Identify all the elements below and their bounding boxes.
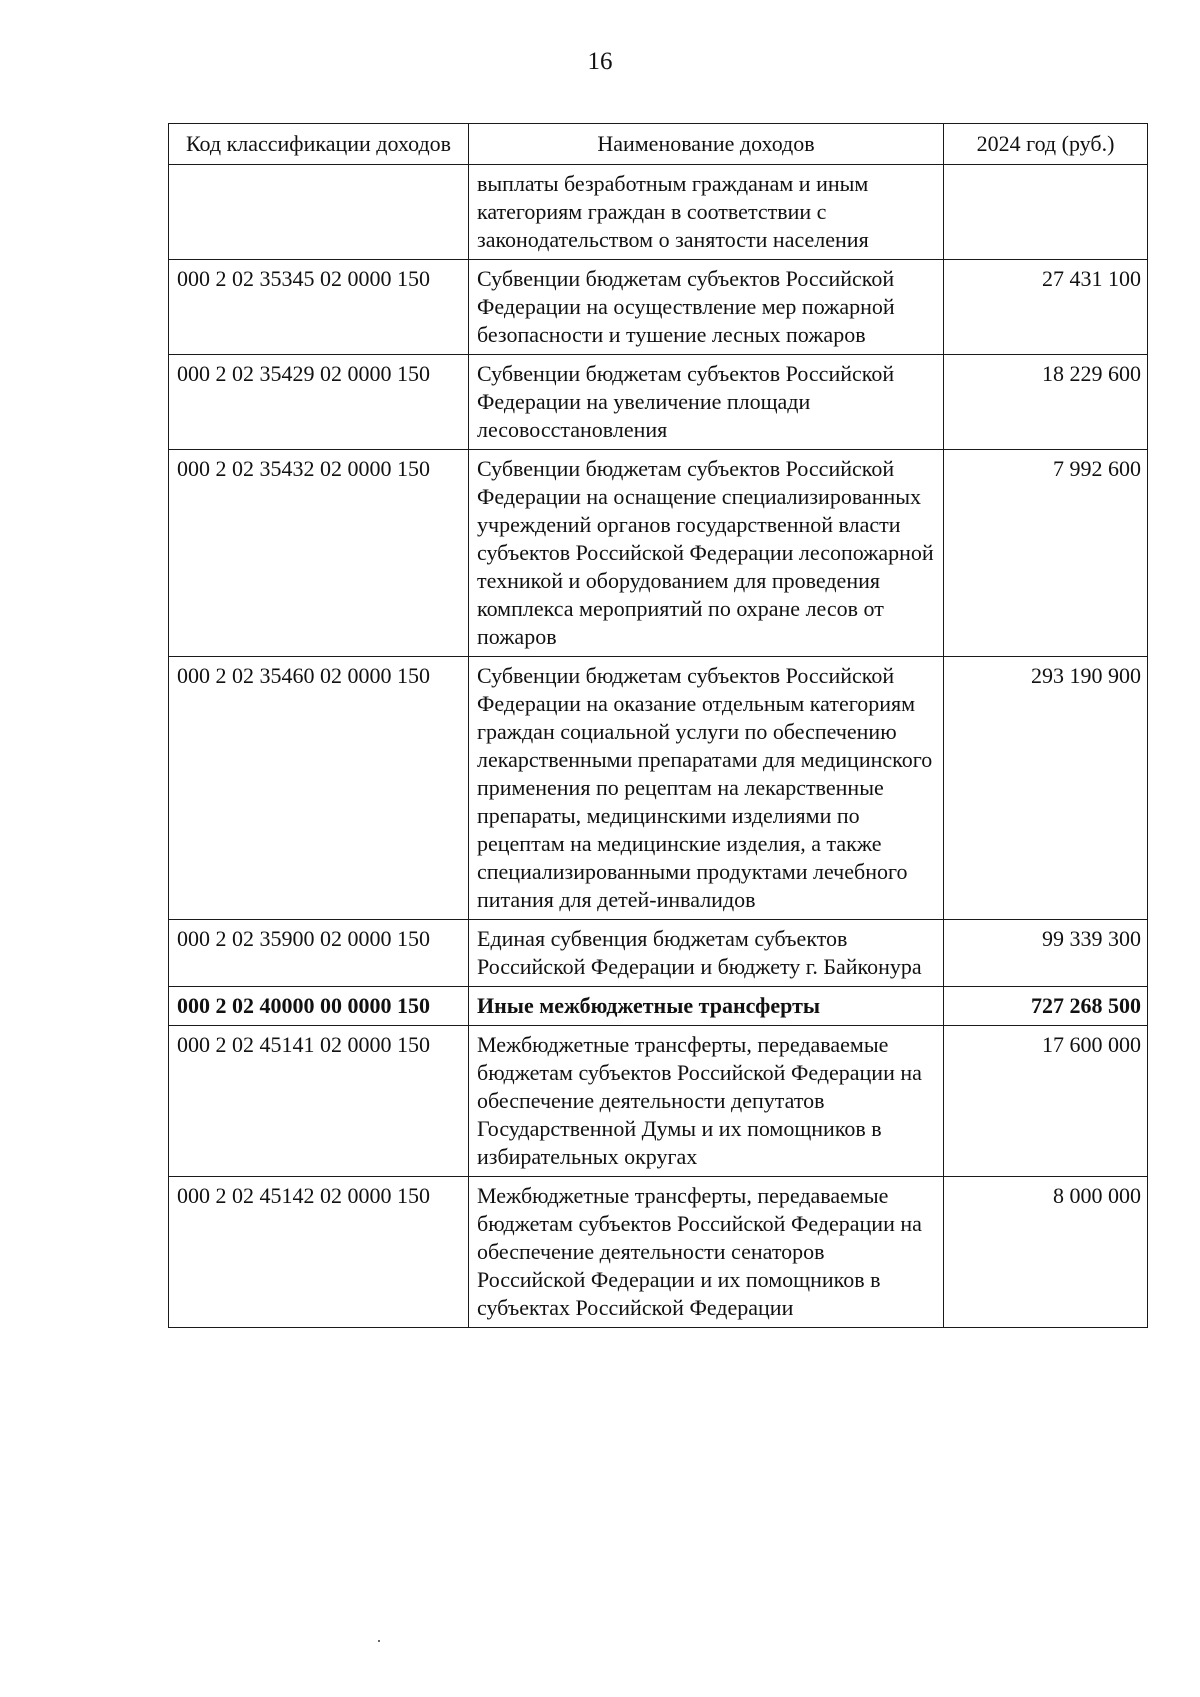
row-amount: 7 992 600 xyxy=(944,450,1148,657)
header-name: Наименование доходов xyxy=(469,124,944,165)
row-amount: 293 190 900 xyxy=(944,657,1148,920)
row-amount: 17 600 000 xyxy=(944,1026,1148,1177)
row-code: 000 2 02 40000 00 0000 150 xyxy=(169,987,469,1026)
table-row xyxy=(169,165,1148,260)
row-amount: 18 229 600 xyxy=(944,355,1148,450)
row-name: Субвенции бюджетам субъектов Российской Федерации на осуществление мер пожарной безопасности и тушение лесных пожаров xyxy=(469,260,944,355)
table-row xyxy=(169,1177,1148,1328)
row-name: Единая субвенция бюджетам субъектов Российской Федерации и бюджету г. Байконура xyxy=(469,920,944,987)
row-name: Иные межбюджетные трансферты xyxy=(469,987,944,1026)
row-name: Межбюджетные трансферты, передаваемые бюджетам субъектов Российской Федерации на обеспечение деятельности сенаторов Российской Федерации и их помощников в субъектах Российской Федерации xyxy=(469,1177,944,1328)
row-amount: 99 339 300 xyxy=(944,920,1148,987)
row-name: Субвенции бюджетам субъектов Российской Федерации на оказание отдельным категориям граждан социальной услуги по обеспечению лекарственными препаратами для медицинского применения по рецептам на лекарственные препараты, медицинскими изделиями по рецептам на медицинские изделия, а также специализированными продуктами лечебного питания для детей-инвалидов xyxy=(469,657,944,920)
table-row xyxy=(169,355,1148,450)
row-amount xyxy=(944,165,1148,260)
header-year: 2024 год (руб.) xyxy=(944,124,1148,165)
table-header-row xyxy=(169,124,1148,165)
scan-speck xyxy=(378,1640,380,1642)
row-amount: 8 000 000 xyxy=(944,1177,1148,1328)
header-code: Код классификации доходов xyxy=(169,124,469,165)
table-row xyxy=(169,657,1148,920)
row-code: 000 2 02 35900 02 0000 150 xyxy=(169,920,469,987)
table-row xyxy=(169,920,1148,987)
row-code: 000 2 02 35460 02 0000 150 xyxy=(169,657,469,920)
row-code: 000 2 02 45142 02 0000 150 xyxy=(169,1177,469,1328)
revenue-table xyxy=(168,123,1148,1328)
row-code: 000 2 02 35432 02 0000 150 xyxy=(169,450,469,657)
row-code: 000 2 02 35429 02 0000 150 xyxy=(169,355,469,450)
row-code xyxy=(169,165,469,260)
row-name: Межбюджетные трансферты, передаваемые бюджетам субъектов Российской Федерации на обеспечение деятельности депутатов Государственной Думы и их помощников в избирательных округах xyxy=(469,1026,944,1177)
row-name: выплаты безработным гражданам и иным категориям граждан в соответствии с законодательством о занятости населения xyxy=(469,165,944,260)
row-name: Субвенции бюджетам субъектов Российской Федерации на увеличение площади лесовосстановления xyxy=(469,355,944,450)
row-name: Субвенции бюджетам субъектов Российской Федерации на оснащение специализированных учреждений органов государственной власти субъектов Российской Федерации лесопожарной техникой и оборудованием для проведения комплекса мероприятий по охране лесов от пожаров xyxy=(469,450,944,657)
table-row-subtotal xyxy=(169,987,1148,1026)
row-code: 000 2 02 45141 02 0000 150 xyxy=(169,1026,469,1177)
table-row xyxy=(169,1026,1148,1177)
row-amount: 27 431 100 xyxy=(944,260,1148,355)
table-row xyxy=(169,260,1148,355)
row-code: 000 2 02 35345 02 0000 150 xyxy=(169,260,469,355)
table-row xyxy=(169,450,1148,657)
page-number: 16 xyxy=(587,48,613,75)
row-amount: 727 268 500 xyxy=(944,987,1148,1026)
